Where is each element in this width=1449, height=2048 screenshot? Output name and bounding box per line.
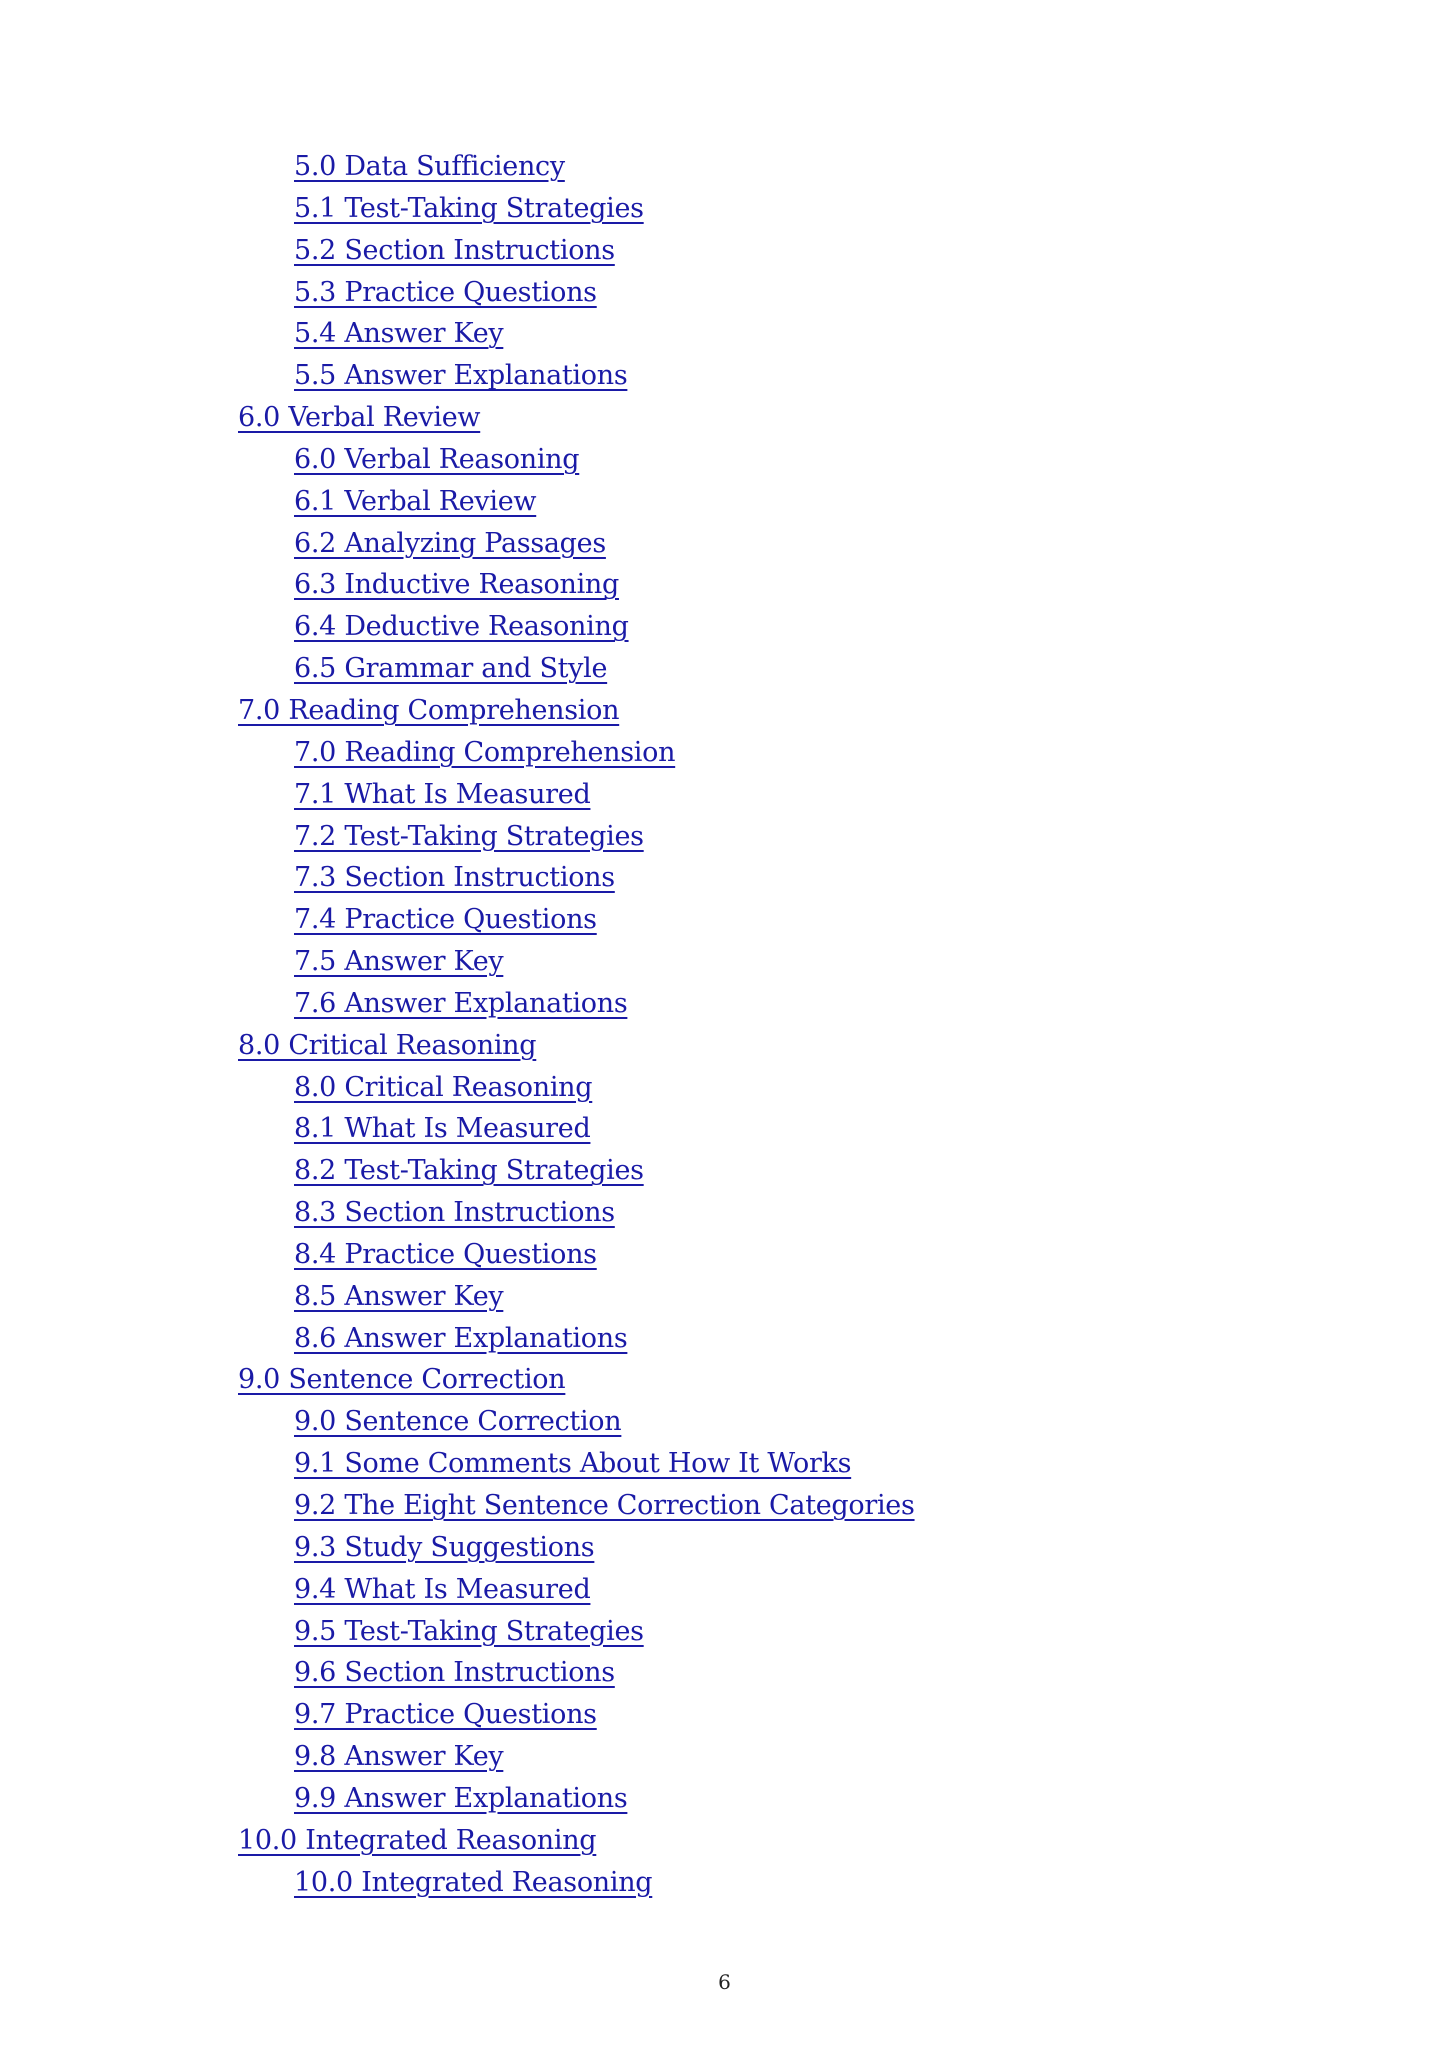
toc-section-link[interactable]: 7.4 Practice Questions [294, 904, 597, 936]
toc-section-link[interactable]: 9.0 Sentence Correction [294, 1406, 622, 1438]
toc-entry [0, 648, 1449, 690]
toc-entry [0, 1359, 1449, 1401]
toc-entry [0, 1694, 1449, 1736]
toc-entry [0, 1401, 1449, 1443]
toc-entry [0, 1820, 1449, 1862]
toc-section-link[interactable]: 9.6 Section Instructions [294, 1657, 615, 1689]
toc-section-link[interactable]: 8.5 Answer Key [294, 1280, 504, 1312]
toc-entry [0, 439, 1449, 481]
toc-section-link[interactable]: 8.2 Test-Taking Strategies [294, 1155, 644, 1187]
toc-entry [0, 1611, 1449, 1653]
toc-entry [0, 1108, 1449, 1150]
toc-entry [0, 1150, 1449, 1192]
toc-section-link[interactable]: 7.6 Answer Explanations [294, 987, 628, 1019]
toc-section-link[interactable]: 5.5 Answer Explanations [294, 360, 628, 392]
toc-section-link[interactable]: 9.4 What Is Measured [294, 1573, 591, 1605]
page-number: 6 [718, 1970, 731, 1994]
toc-chapter-link[interactable]: 6.0 Verbal Review [238, 402, 481, 434]
toc-section-link[interactable]: 6.4 Deductive Reasoning [294, 611, 629, 643]
toc-entry [0, 1067, 1449, 1109]
toc-section-link[interactable]: 9.1 Some Comments About How It Works [294, 1448, 852, 1480]
toc-entry [0, 899, 1449, 941]
toc-section-link[interactable]: 7.1 What Is Measured [294, 778, 591, 810]
toc-entry [0, 1736, 1449, 1778]
toc-entry [0, 1192, 1449, 1234]
toc-entry [0, 983, 1449, 1025]
toc-section-link[interactable]: 8.1 What Is Measured [294, 1113, 591, 1145]
toc-entry [0, 1778, 1449, 1820]
toc-entry [0, 1318, 1449, 1360]
toc-section-link[interactable]: 5.1 Test-Taking Strategies [294, 192, 644, 224]
toc-section-link[interactable]: 9.2 The Eight Sentence Correction Categories [294, 1490, 915, 1521]
toc-chapter-link[interactable]: 9.0 Sentence Correction [238, 1364, 566, 1396]
toc-chapter-link[interactable]: 8.0 Critical Reasoning [238, 1029, 537, 1061]
toc-section-link[interactable]: 8.4 Practice Questions [294, 1238, 597, 1270]
toc-section-link[interactable]: 7.2 Test-Taking Strategies [294, 820, 644, 852]
toc-section-link[interactable]: 7.5 Answer Key [294, 946, 504, 978]
toc-entry [0, 146, 1449, 188]
toc-section-link[interactable]: 6.0 Verbal Reasoning [294, 443, 580, 475]
toc-section-link[interactable]: 8.3 Section Instructions [294, 1197, 615, 1229]
toc-section-link[interactable]: 5.0 Data Sufficiency [294, 151, 565, 182]
toc-entry [0, 1443, 1449, 1485]
toc-entry [0, 1652, 1449, 1694]
toc-section-link[interactable]: 8.0 Critical Reasoning [294, 1071, 593, 1103]
toc-entry [0, 1862, 1449, 1904]
toc-entry [0, 941, 1449, 983]
toc-section-link[interactable]: 5.3 Practice Questions [294, 276, 597, 308]
toc-entry [0, 1276, 1449, 1318]
toc-entry [0, 606, 1449, 648]
toc-section-link[interactable]: 9.7 Practice Questions [294, 1699, 597, 1731]
toc-section-link[interactable]: 9.9 Answer Explanations [294, 1782, 628, 1814]
toc-section-link[interactable]: 9.8 Answer Key [294, 1741, 504, 1773]
toc-entry [0, 188, 1449, 230]
toc-section-link[interactable]: 6.3 Inductive Reasoning [294, 569, 619, 601]
table-of-contents [0, 146, 1449, 1903]
toc-section-link[interactable]: 7.0 Reading Comprehension [294, 736, 676, 768]
toc-entry [0, 690, 1449, 732]
toc-entry [0, 272, 1449, 314]
toc-chapter-link[interactable]: 7.0 Reading Comprehension [238, 694, 620, 726]
toc-entry [0, 1569, 1449, 1611]
toc-entry [0, 1234, 1449, 1276]
toc-entry [0, 1025, 1449, 1067]
toc-entry [0, 857, 1449, 899]
toc-section-link[interactable]: 8.6 Answer Explanations [294, 1322, 628, 1354]
toc-entry [0, 313, 1449, 355]
toc-entry [0, 1527, 1449, 1569]
toc-entry [0, 816, 1449, 858]
toc-entry [0, 1485, 1449, 1527]
toc-section-link[interactable]: 5.2 Section Instructions [294, 234, 615, 266]
toc-entry [0, 523, 1449, 565]
toc-section-link[interactable]: 6.5 Grammar and Style [294, 653, 608, 685]
toc-entry [0, 230, 1449, 272]
toc-entry [0, 355, 1449, 397]
toc-entry [0, 397, 1449, 439]
toc-chapter-link[interactable]: 10.0 Integrated Reasoning [238, 1824, 597, 1856]
toc-section-link[interactable]: 9.5 Test-Taking Strategies [294, 1615, 644, 1647]
toc-section-link[interactable]: 6.1 Verbal Review [294, 485, 537, 517]
toc-section-link[interactable]: 10.0 Integrated Reasoning [294, 1866, 653, 1898]
toc-section-link[interactable]: 7.3 Section Instructions [294, 862, 615, 894]
toc-entry [0, 564, 1449, 606]
toc-section-link[interactable]: 9.3 Study Suggestions [294, 1531, 595, 1563]
toc-entry [0, 732, 1449, 774]
toc-entry [0, 481, 1449, 523]
toc-entry [0, 774, 1449, 816]
toc-section-link[interactable]: 5.4 Answer Key [294, 318, 504, 350]
toc-section-link[interactable]: 6.2 Analyzing Passages [294, 527, 606, 559]
